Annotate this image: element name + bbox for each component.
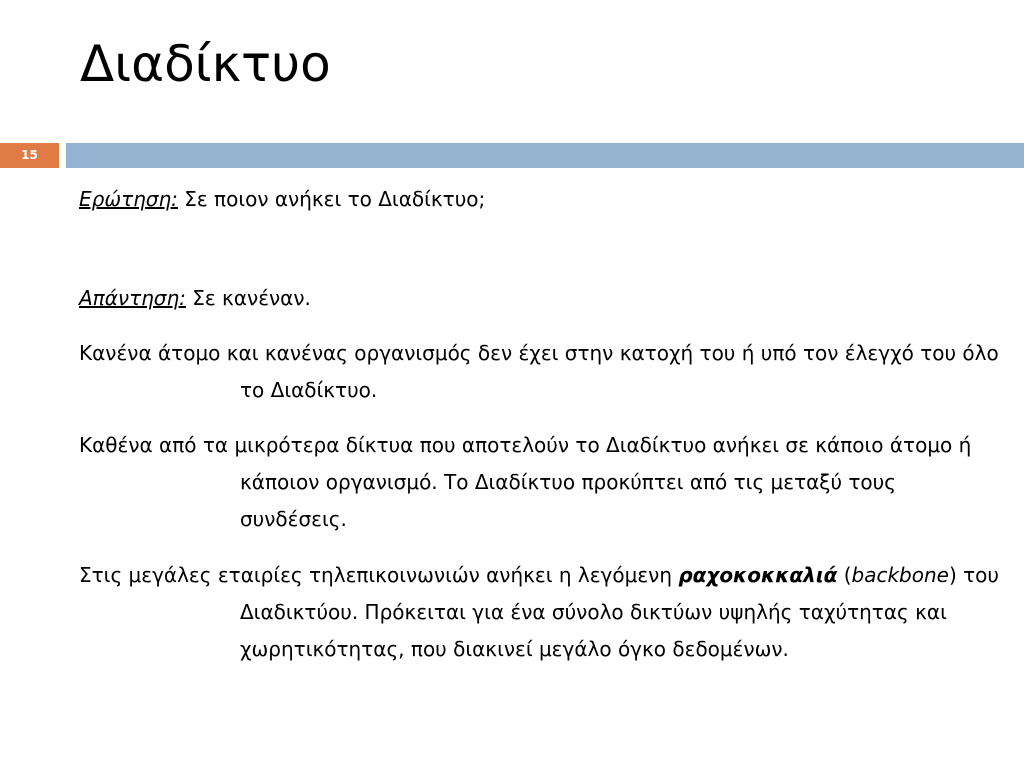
networks-paragraph: Καθένα από τα μικρότερα δίκτυα που αποτελούν το Διαδίκτυο ανήκει σε κάποιο άτομο ή κάποιον οργανισμό. Το Διαδίκτυο προκύπτει από τις μεταξύ τους συνδέσεις. <box>79 433 972 531</box>
backbone-term: ραχοκοκκαλιά <box>678 563 838 587</box>
slide-body <box>79 181 1009 668</box>
spacer <box>79 538 1009 557</box>
paren-open: ( <box>837 563 852 587</box>
title-rule <box>66 143 1024 168</box>
spacer <box>79 218 1009 280</box>
backbone-intro: Στις μεγάλες εταιρίες τηλεπικοινωνιών ανήκει η λεγόμενη <box>79 563 679 587</box>
backbone-paragraph <box>79 557 1009 668</box>
backbone-description: ) του Διαδικτύου. Πρόκειται για ένα σύνολο δικτύων υψηλής ταχύτητας και χωρητικότητας, που διακινεί μεγάλο όγκο δεδομένων. <box>240 563 999 661</box>
ownership-paragraph: Κανένα άτομο και κανένας οργανισμός δεν έχει στην κατοχή του ή υπό τον έλεγχό του όλο το Διαδίκτυο. <box>79 341 999 402</box>
answer-paragraph <box>79 280 1009 317</box>
answer-text: Σε κανέναν. <box>185 286 311 310</box>
spacer <box>79 409 1009 427</box>
slide-title: Διαδίκτυο <box>80 35 331 93</box>
question-text: Σε ποιον ανήκει το Διαδίκτυο; <box>177 187 486 211</box>
spacer <box>79 317 1009 335</box>
question-paragraph <box>79 181 1009 218</box>
answer-label: Απάντηση: <box>79 286 186 310</box>
slide-number: 15 <box>0 143 59 168</box>
title-band <box>0 143 1024 168</box>
backbone-english-term: backbone <box>851 563 949 587</box>
question-label: Ερώτηση: <box>79 187 178 211</box>
